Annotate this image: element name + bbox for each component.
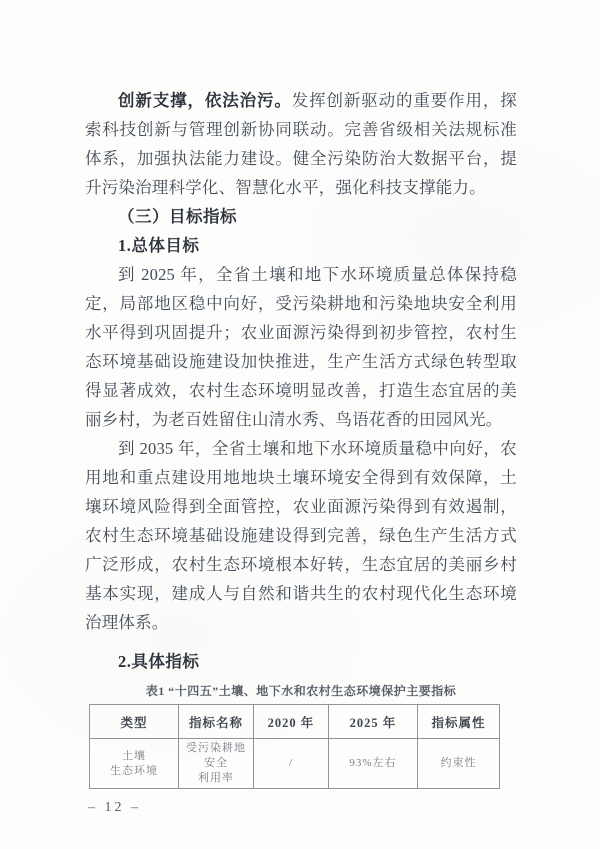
paragraph-2025-goal: 到 2025 年，全省土壤和地下水环境质量总体保持稳定，局部地区稳中向好，受污染耕地和污染地块安全利用水平得到巩固提升；农业面源污染得到初步管控，农村生态环境基础设施建设加快推进，生产生活方式绿色转型取得显著成效，农村生态环境明显改善，打造生态宜居的美丽乡村，为老百姓留住山清水秀、鸟语花香的田园风光。 [85, 265, 517, 429]
cell-attribute-value: 约束性 [418, 739, 500, 789]
header-attribute: 指标属性 [418, 705, 500, 739]
paragraph-bold-lead: 创新支撑，依法治污。 [118, 91, 292, 110]
subheading-specific-indicators: 2.具体指标 [118, 652, 200, 671]
paragraph-2035-goal: 到 2035 年，全省土壤和地下水环境质量稳中向好，农用地和重点建设用地地块土壤环境安全得到有效保障，土壤环境风险得到全面管控，农业面源污染得到有效遏制，农村生态环境基础设施建设得到完善，绿色生产生活方式广泛形成，农村生态环境根本好转，生态宜居的美丽乡村基本实现，建成人与自然和谐共生的农村现代化生态环境治理体系。 [85, 439, 517, 632]
cell-type [90, 739, 179, 789]
cell-2020-value: / [254, 739, 329, 789]
cell-type-line2: 生态环境 [110, 764, 158, 777]
document-content [85, 86, 517, 816]
paragraph-body-text: 发挥创新驱动的重要作用，探索科技创新与管理创新协同联动。完善省级相关法规标准体系，加强执法能力建设。健全污染防治大数据平台，提升污染治理科学化、智慧化水平，强化科技支撑能力。 [85, 91, 518, 197]
table-title: 表1 “十四五”土壤、地下水和农村生态环境保护主要指标 [145, 684, 457, 698]
header-type: 类型 [90, 705, 179, 739]
table-header-row [90, 705, 500, 739]
cell-indicator-line1: 受污染耕地安全 [186, 742, 246, 769]
cell-type-line1: 土壤 [122, 749, 146, 762]
table-row [90, 739, 500, 789]
indicators-table [89, 704, 500, 789]
section-heading-goal-indicators: （三）目标指标 [118, 207, 237, 226]
paragraph-innovation-support [85, 86, 517, 202]
subheading-overall-goal: 1.总体目标 [118, 236, 200, 255]
cell-indicator-line2: 利用率 [198, 772, 234, 784]
cell-2025-value: 93%左右 [329, 739, 418, 789]
header-year-2025: 2025 年 [329, 705, 418, 739]
cell-indicator-name [179, 739, 254, 789]
header-indicator-name: 指标名称 [179, 705, 254, 739]
header-year-2020: 2020 年 [254, 705, 329, 739]
page-number: – 12 – [88, 800, 141, 815]
